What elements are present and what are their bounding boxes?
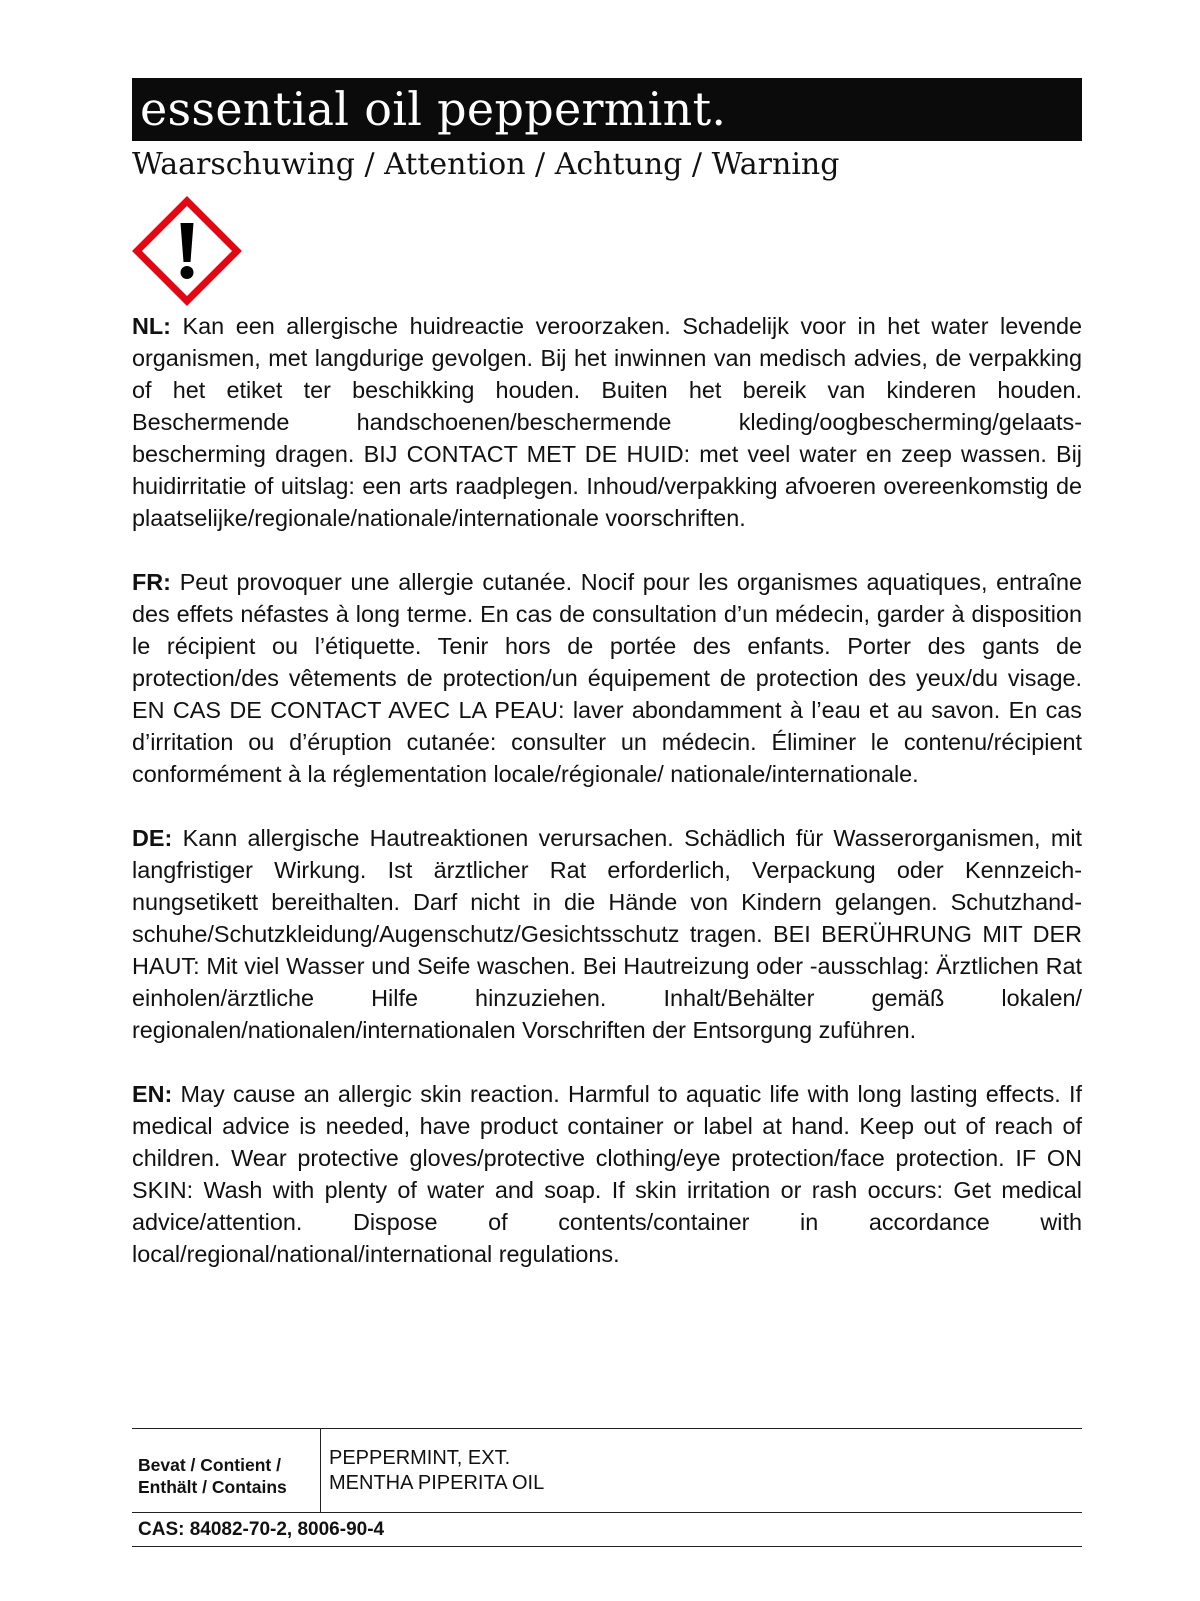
- hazard-section-nl: [132, 310, 1082, 534]
- contains-row: [132, 1429, 1082, 1513]
- ingredient-value: [321, 1429, 1083, 1513]
- hazard-section-fr: [132, 566, 1082, 790]
- product-title: essential oil peppermint.: [132, 78, 1082, 141]
- contains-label-line1: Bevat / Contient /: [138, 1454, 281, 1475]
- label-page: [132, 78, 1082, 1270]
- hazard-text-nl: Kan een allergische huidreactie veroorzaken. Schadelijk voor in het water levende organismen, met langdurige gevolgen. Bij het inwinnen van medisch advies, de verpakking of het etiket ter beschikking houden. Buiten het bereik van kinderen houden. Beschermende handschoenen/beschermende kleding/oogbescherming/gelaatsbescherming dragen. BIJ CONTACT MET DE HUID: met veel water en zeep wassen. Bij huidirritatie of uitslag: een arts raadplegen. Inhoud/verpakking afvoeren overeenkomstig de plaatselijke/regionale/nationale/internationale voorschriften.: [132, 313, 1082, 531]
- contains-table: [132, 1428, 1082, 1547]
- contains-label-line2: Enthält / Contains: [138, 1476, 287, 1497]
- hazard-section-en: [132, 1078, 1082, 1270]
- ingredient-line2: MENTHA PIPERITA OIL: [329, 1471, 545, 1494]
- language-code-en: EN:: [132, 1081, 173, 1107]
- signal-words: Waarschuwing / Attention / Achtung / Warning: [132, 147, 840, 182]
- hazard-text-en: May cause an allergic skin reaction. Harmful to aquatic life with long lasting effects. If medical advice is needed, have product container or label at hand. Keep out of reach of children. Wear protective gloves/protective clothing/eye protection/face protection. IF ON SKIN: Wash with plenty of water and soap. If skin irritation or rash occurs: Get medical advice/attention. Dispose of contents/container in accordance with local/regional/national/international regulations.: [132, 1081, 1083, 1267]
- language-code-nl: NL:: [132, 313, 171, 339]
- language-code-fr: FR:: [132, 569, 171, 595]
- ingredient-line1: PEPPERMINT, EXT.: [329, 1446, 511, 1469]
- hazard-text-fr: Peut provoquer une allergie cutanée. Nocif pour les organismes aquatiques, entraîne des effets néfastes à long terme. En cas de consultation d’un médecin, garder à disposition le récipient ou l’étiquette. Tenir hors de portée des enfants. Porter des gants de protection/des vêtements de protection/un équipement de protection des yeux/du visage. EN CAS DE CONTACT AVEC LA PEAU: laver abondamment à l’eau et au savon. En cas d’irritation ou d’éruption cutanée: consulter un médecin. Éliminer le contenu/récipient conformément à la réglementation locale/régionale/ nationale/internationale.: [132, 569, 1082, 787]
- hazard-section-de: [132, 822, 1082, 1046]
- language-code-de: DE:: [132, 825, 173, 851]
- cas-number: CAS: 84082-70-2, 8006-90-4: [132, 1513, 1082, 1547]
- hazard-text-de: Kann allergische Hautreaktionen verursachen. Schädlich für Wasserorganismen, mit langfristiger Wirkung. Ist ärztlicher Rat erforderlich, Verpackung oder Kennzeichnungsetikett bereithalten. Darf nicht in die Hände von Kindern gelangen. Schutzhandschuhe/Schutzkleidung/Augenschutz/Gesichtsschutz tragen. BEI BERÜHRUNG MIT DER HAUT: Mit viel Wasser und Seife waschen. Bei Hautreizung oder -ausschlag: Ärztlichen Rat einholen/ärztliche Hilfe hinzuziehen. Inhalt/Behälter gemäß lokalen/ regionalen/nationalen/internationalen Vorschriften der Entsorgung zuführen.: [132, 825, 1083, 1043]
- ghs-exclamation-mark-icon: [132, 196, 242, 306]
- cas-row: [132, 1513, 1082, 1547]
- contains-label: [132, 1429, 321, 1513]
